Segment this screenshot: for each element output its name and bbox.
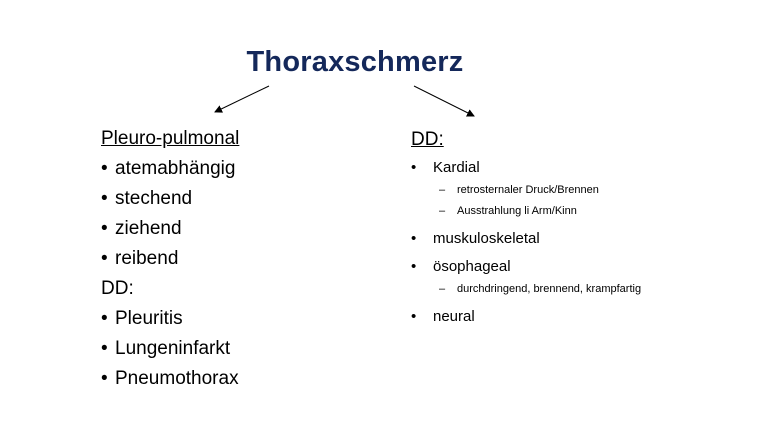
category-label: Kardial <box>433 159 480 176</box>
category-label: muskuloskeletal <box>433 230 540 247</box>
bullet-icon: • <box>411 308 417 325</box>
feature-item <box>101 154 361 184</box>
sub-item <box>411 201 751 222</box>
dash-icon: – <box>439 184 446 196</box>
feature-label: reibend <box>115 248 179 269</box>
sub-label: durchdringend, brennend, krampfartig <box>457 283 642 295</box>
left-dd-label: DD: <box>101 278 134 299</box>
dd-item <box>101 364 361 394</box>
feature-label: atemabhängig <box>115 158 236 179</box>
bullet-icon: • <box>411 258 417 275</box>
feature-item <box>101 244 361 274</box>
sub-label: retrosternaler Druck/Brennen <box>457 184 599 196</box>
feature-label: stechend <box>115 188 193 209</box>
left-column <box>101 124 361 394</box>
sub-item <box>411 279 751 300</box>
sub-item <box>411 180 751 201</box>
dd-label: Lungeninfarkt <box>115 338 231 359</box>
dash-icon: – <box>439 283 446 295</box>
bullet-icon: • <box>101 218 108 239</box>
category-label: ösophageal <box>433 258 511 275</box>
feature-item <box>101 214 361 244</box>
dd-item <box>101 334 361 364</box>
sub-label: Ausstrahlung li Arm/Kinn <box>457 205 577 217</box>
bullet-icon: • <box>101 368 108 389</box>
dd-category-item <box>411 156 751 180</box>
arrow-right <box>414 86 474 116</box>
dd-category-item <box>411 255 751 279</box>
bullet-icon: • <box>411 159 417 176</box>
bullet-icon: • <box>101 158 108 179</box>
slide-title: Thoraxschmerz <box>246 46 464 78</box>
pleuro-pulmonal-heading: Pleuro-pulmonal <box>101 128 240 149</box>
feature-item <box>101 184 361 214</box>
bullet-icon: • <box>101 308 108 329</box>
right-column <box>411 126 751 329</box>
bullet-icon: • <box>101 338 108 359</box>
dd-label: Pleuritis <box>115 308 183 329</box>
dd-item <box>101 304 361 334</box>
dd-label: Pneumothorax <box>115 368 239 389</box>
category-label: neural <box>433 308 475 325</box>
bullet-icon: • <box>101 188 108 209</box>
arrow-left <box>215 86 269 112</box>
bullet-icon: • <box>411 230 417 247</box>
dd-category-item <box>411 305 751 329</box>
bullet-icon: • <box>101 248 108 269</box>
right-dd-heading: DD: <box>411 129 444 150</box>
feature-label: ziehend <box>115 218 182 239</box>
dd-category-item <box>411 227 751 251</box>
dash-icon: – <box>439 205 446 217</box>
